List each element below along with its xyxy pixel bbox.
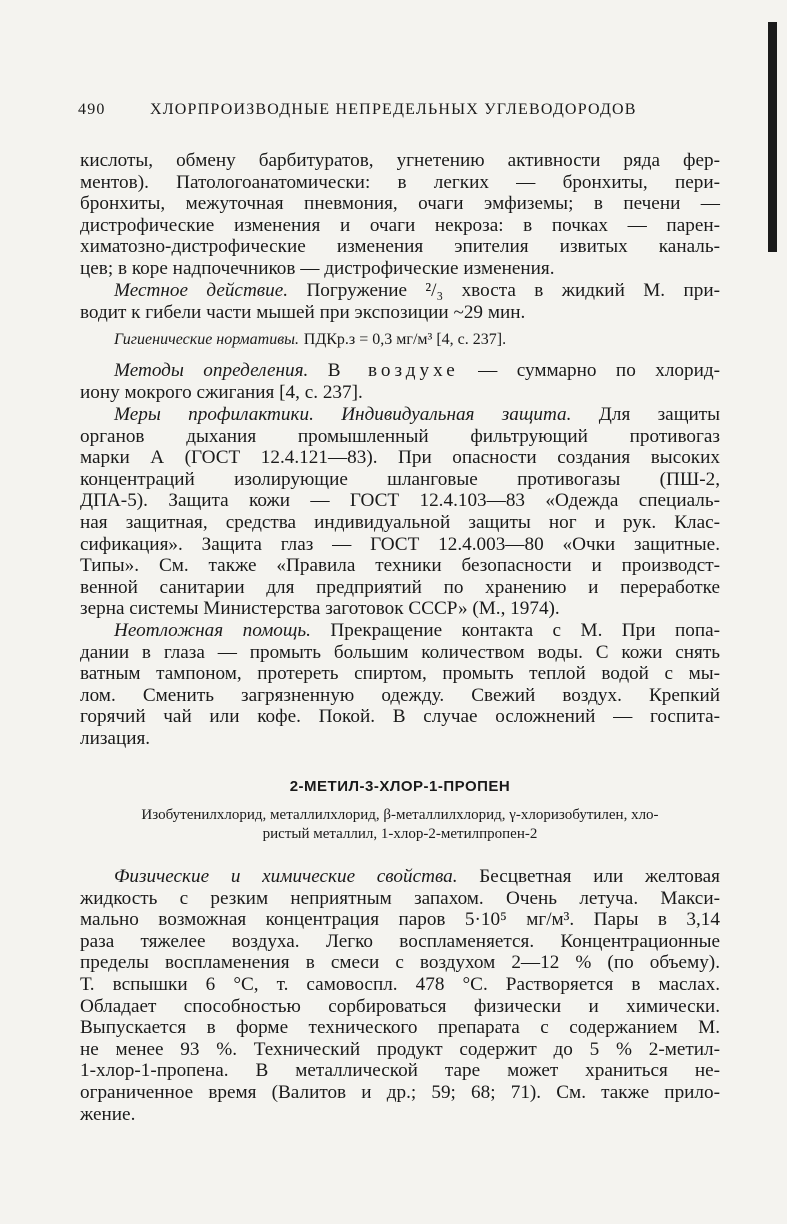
text-line: иону мокрого сжигания [4, с. 237].: [80, 381, 363, 403]
text-line: жение.: [80, 1103, 136, 1125]
text-line: ватным тампоном, протереть спиртом, промыть теплой водой с мы-: [80, 663, 720, 685]
text-line: концентраций изолирующие шланговые противогазы (ПШ-2,: [80, 468, 720, 490]
text-line: лом. Сменить загрязненную одежду. Свежий воздух. Крепкий: [80, 684, 720, 706]
text-line: раза тяжелее воздуха. Легко воспламеняется. Концентрационные: [80, 930, 720, 952]
text-line: мально возможная концентрация паров 5·10⁵ мг/м³. Пары в 3,14: [80, 909, 720, 931]
text-line: органов дыхания промышленный фильтрующий противогаз: [80, 425, 720, 447]
text-line: ментов). Патологоанатомически: в легких — бронхиты, пери-: [80, 171, 720, 193]
text-line: бронхиты, межуточная пневмония, очаги эмфиземы; в печени —: [80, 193, 720, 215]
text-line: Гигиенические нормативы. ПДКр.з = 0,3 мг/м³ [4, с. 237].: [114, 331, 507, 348]
running-title: ХЛОРПРОИЗВОДНЫЕ НЕПРЕДЕЛЬНЫХ УГЛЕВОДОРОДОВ: [150, 101, 637, 118]
text-line: 1-хлор-1-пропена. В металлической таре может храниться не-: [80, 1060, 720, 1082]
text-line: дании в глаза — промыть большим количеством воды. С кожи снять: [80, 641, 720, 663]
paragraph-hygiene: [80, 328, 720, 351]
synonyms-line: ристый металлил, 1-хлор-2-метилпропен-2: [262, 826, 538, 842]
text-line: дистрофические изменения и очаги некроза: в почках — парен-: [80, 214, 720, 236]
scan-edge-mark: [768, 22, 777, 252]
text-line: цев; в коре надпочечников — дистрофические изменения.: [80, 257, 555, 279]
text-line: Физические и химические свойства. Бесцветная или желтовая: [114, 866, 720, 887]
text-line: Т. вспышки 6 °С, т. самовоспл. 478 °С. Растворяется в маслах.: [80, 973, 720, 995]
section-synonyms: [80, 806, 720, 844]
text-line: Выпускается в форме технического препарата с содержанием М.: [80, 1017, 720, 1039]
paragraph-physical-properties: [80, 866, 720, 1125]
synonyms-line: Изобутенилхлорид, металлилхлорид, β-металлилхлорид, γ-хлоризобутилен, хло-: [141, 807, 659, 823]
text-line: жидкость с резким неприятным запахом. Очень летуча. Макси-: [80, 887, 720, 909]
text-line: водит к гибели части мышей при экспозиции ~29 мин.: [80, 301, 526, 323]
paragraph-local-action: [80, 280, 720, 323]
text-line: венной санитарии для предприятий по хранению и переработке: [80, 576, 720, 598]
text-line: ограниченное время (Валитов и др.; 59; 68; 71). См. также прило-: [80, 1081, 720, 1103]
hygiene-label: Гигиенические нормативы.: [114, 331, 299, 348]
text-line: марки А (ГОСТ 12.4.121—83). При опасности создания высоких: [80, 447, 720, 469]
local-action-label: Местное действие.: [114, 280, 289, 301]
text-line: Местное действие. Погружение ²/₃ хвоста в жидкий М. при-: [114, 280, 721, 301]
text-line: горячий чай или кофе. Покой. В случае осложнений — госпита-: [80, 706, 720, 728]
text-line: Обладает способностью сорбироваться физически и химически.: [80, 995, 720, 1017]
paragraph-prevention: [80, 404, 720, 620]
prevention-label: Меры профилактики. Индивидуальная защита.: [114, 404, 572, 425]
paragraph-pathology: [80, 150, 720, 280]
text-line: кислоты, обмену барбитуратов, угнетению активности ряда фер-: [80, 150, 720, 171]
text-line: Неотложная помощь. Прекращение контакта с М. При попа-: [114, 620, 721, 641]
methods-label: Методы определения.: [114, 360, 309, 381]
paragraph-methods: [80, 360, 720, 403]
text-line: Методы определения. В воздухе — суммарно по хлорид-: [114, 360, 721, 381]
text-line: ная защитная, средства индивидуальной защиты ног и рук. Клас-: [80, 511, 720, 533]
text-line: Меры профилактики. Индивидуальная защита. Для защиты: [114, 404, 721, 425]
text-line: химатозно-дистрофические изменения эпителия извитых каналь-: [80, 236, 720, 258]
text-line: не менее 93 %. Технический продукт содержит до 5 % 2-метил-: [80, 1038, 720, 1060]
physical-label: Физические и химические свойства.: [114, 866, 458, 887]
section-title: 2-МЕТИЛ-3-ХЛОР-1-ПРОПЕН: [289, 778, 511, 795]
first-aid-label: Неотложная помощь.: [114, 620, 311, 641]
text-line: ДПА-5). Защита кожи — ГОСТ 12.4.103—83 «Одежда специаль-: [80, 490, 720, 512]
text-line: лизация.: [80, 727, 151, 749]
text-line: пределы воспламенения в смеси с воздухом 2—12 % (по объему).: [80, 952, 720, 974]
paragraph-first-aid: [80, 620, 720, 750]
text-line: Типы». См. также «Правила техники безопасности и производст-: [80, 555, 720, 577]
text-line: сификация». Защита глаз — ГОСТ 12.4.003—80 «Очки защитные.: [80, 533, 720, 555]
page-number: 490: [78, 101, 106, 118]
text-line: зерна системы Министерства заготовок СССР» (М., 1974).: [80, 598, 560, 620]
